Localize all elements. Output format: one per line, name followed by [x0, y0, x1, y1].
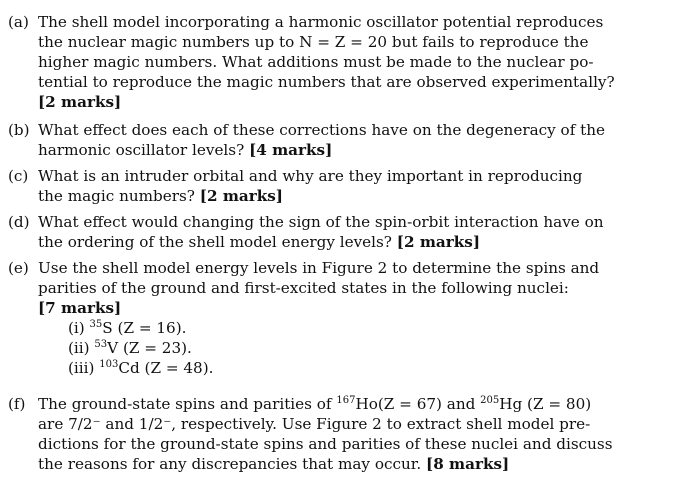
question-text-line — [38, 394, 592, 414]
sub-question — [68, 358, 568, 378]
question-c — [8, 166, 583, 206]
element-symbol: V — [107, 339, 119, 357]
question-text-line: the ordering of the shell model energy levels? — [38, 233, 392, 251]
question-text-line: What effect does each of these corrections have on the degeneracy of the — [38, 121, 606, 139]
question-text-line: are 7/2⁻ and 1/2⁻, respectively. Use Figure 2 to extract shell model pre- — [38, 415, 591, 433]
mass-number: 103 — [99, 358, 119, 370]
question-text-line: higher magic numbers. What additions must be made to the nuclear po- — [38, 53, 594, 71]
question-text-line: What effect would changing the sign of the spin-orbit interaction have on — [38, 213, 604, 231]
question-text-line: Use the shell model energy levels in Figure 2 to determine the spins and — [38, 259, 600, 277]
nucleus-label: Ho(Z = 67) and — [355, 395, 476, 413]
marks-label: [2 marks] — [396, 233, 481, 251]
question-label: (d) — [8, 213, 30, 231]
question-text-line: parities of the ground and first-excited states in the following nuclei: — [38, 279, 569, 297]
nucleus-label: Hg (Z = 80) — [499, 395, 592, 413]
sub-question-label: (i) — [68, 319, 85, 337]
question-text-line: the reasons for any discrepancies that may occur. — [38, 455, 422, 473]
question-text-line: harmonic oscillator levels? — [38, 141, 245, 159]
question-text-line: dictions for the ground-state spins and parities of these nuclei and discuss — [38, 435, 613, 453]
sub-question-label: (ii) — [68, 339, 90, 357]
mass-number: 205 — [480, 394, 500, 406]
mass-number: 167 — [336, 394, 356, 406]
sub-question — [68, 318, 568, 338]
question-label: (c) — [8, 167, 29, 185]
question-text-line: tential to reproduce the magic numbers that are observed experimentally? — [38, 73, 615, 91]
text-fragment: The ground-state spins and parities of — [38, 395, 332, 413]
sub-question — [68, 338, 568, 358]
element-symbol: Cd — [118, 359, 140, 377]
proton-number: (Z = 23). — [122, 339, 192, 357]
question-label: (b) — [8, 121, 30, 139]
proton-number: (Z = 48). — [144, 359, 214, 377]
element-symbol: S — [102, 319, 113, 337]
sub-question-label: (iii) — [68, 359, 95, 377]
question-text-line: What is an intruder orbital and why are they important in reproducing — [38, 167, 583, 185]
question-label: (f) — [8, 395, 26, 413]
question-text-line: the nuclear magic numbers up to N = Z = 20 but fails to reproduce the — [38, 33, 589, 51]
marks-label: [2 marks] — [38, 93, 122, 111]
question-label: (e) — [8, 259, 29, 277]
question-text-line: the magic numbers? — [38, 187, 195, 205]
mass-number: 35 — [89, 318, 103, 330]
question-b — [8, 120, 606, 160]
question-f — [8, 394, 613, 474]
marks-label: [7 marks] — [38, 299, 122, 317]
marks-label: [8 marks] — [426, 455, 510, 473]
proton-number: (Z = 16). — [117, 319, 187, 337]
question-text-line: The shell model incorporating a harmonic oscillator potential reproduces — [38, 13, 604, 31]
mass-number: 53 — [94, 338, 108, 350]
marks-label: [4 marks] — [249, 141, 333, 159]
marks-label: [2 marks] — [199, 187, 283, 205]
question-a — [8, 12, 615, 112]
question-e — [8, 258, 600, 378]
question-d — [8, 212, 604, 252]
question-label: (a) — [8, 13, 29, 31]
